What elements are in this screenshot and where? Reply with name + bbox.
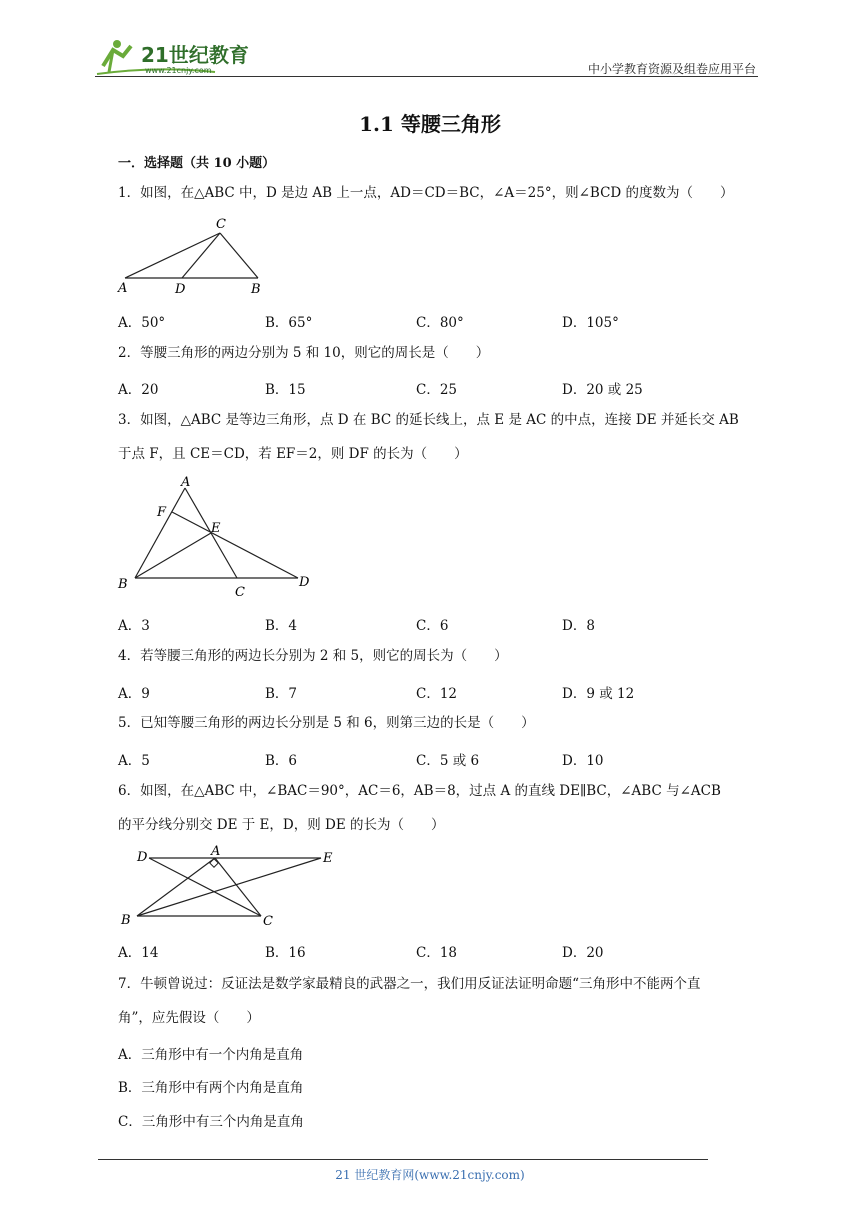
fig6-label-c: C xyxy=(263,914,273,929)
q2-option-c: C．25 xyxy=(416,382,458,398)
q1-option-b: B．65° xyxy=(265,315,313,331)
footer-rule xyxy=(98,1159,708,1160)
question-3-stem-line2: 于点 F，且 CE＝CD，若 EF＝2，则 DF 的长为（ ） xyxy=(118,446,468,462)
question-6-stem-line2: 的平分线分别交 DE 于 E，D，则 DE 的长为（ ） xyxy=(118,817,445,833)
q6-option-b: B．16 xyxy=(265,945,306,961)
question-1-figure xyxy=(115,214,275,298)
q7-option-c: C．三角形中有三个内角是直角 xyxy=(118,1114,304,1130)
q5-option-c: C．5 或 6 xyxy=(416,753,480,769)
q4-option-d: D．9 或 12 xyxy=(562,686,635,702)
fig3-label-c: C xyxy=(235,585,245,600)
q1-option-a: A．50° xyxy=(118,315,166,331)
fig1-label-c: C xyxy=(216,217,226,232)
logo-text: 21世纪教育 xyxy=(141,43,249,67)
fig6-label-b: B xyxy=(121,913,131,928)
question-3-stem-line1: 3．如图，△ABC 是等边三角形，点 D 在 BC 的延长线上，点 E 是 AC 的中点，连接 DE 并延长交 AB xyxy=(118,412,739,428)
fig1-label-b: B xyxy=(251,282,261,297)
fig6-label-e: E xyxy=(323,851,333,866)
q4-option-c: C．12 xyxy=(416,686,458,702)
logo-url: www.21cnjy.com xyxy=(145,66,212,75)
fig3-label-d: D xyxy=(299,575,310,590)
fig3-label-e: E xyxy=(211,521,221,536)
q5-option-b: B．6 xyxy=(265,753,298,769)
q3-option-c: C．6 xyxy=(416,618,449,634)
page-title: 1.1 等腰三角形 xyxy=(359,112,501,136)
q6-option-d: D．20 xyxy=(562,945,604,961)
q5-option-a: A．5 xyxy=(118,753,150,769)
q4-option-a: A．9 xyxy=(118,686,150,702)
fig3-label-b: B xyxy=(118,577,128,592)
question-6-figure xyxy=(115,842,345,932)
q6-option-a: A．14 xyxy=(118,945,159,961)
platform-tagline: 中小学教育资源及组卷应用平台 xyxy=(587,62,756,76)
question-4-stem: 4．若等腰三角形的两边长分别为 2 和 5，则它的周长为（ ） xyxy=(118,648,508,664)
q2-option-a: A．20 xyxy=(118,382,159,398)
site-logo xyxy=(95,36,265,76)
q4-option-b: B．7 xyxy=(265,686,298,702)
fig3-label-a: A xyxy=(181,475,191,490)
q1-option-c: C．80° xyxy=(416,315,464,331)
question-3-figure xyxy=(115,474,315,602)
q2-option-b: B．15 xyxy=(265,382,306,398)
fig1-label-d: D xyxy=(175,282,186,297)
question-1-stem: 1．如图，在△ABC 中，D 是边 AB 上一点，AD＝CD＝BC，∠A＝25°，则∠BCD 的度数为（ ） xyxy=(118,185,734,201)
header-rule xyxy=(95,76,758,77)
fig1-label-a: A xyxy=(118,281,128,296)
question-2-stem: 2．等腰三角形的两边分别为 5 和 10，则它的周长是（ ） xyxy=(118,345,490,361)
q5-option-d: D．10 xyxy=(562,753,604,769)
section-heading: 一．选择题（共 10 小题） xyxy=(118,156,276,171)
question-7-stem-line1: 7．牛顿曾说过：反证法是数学家最精良的武器之一，我们用反证法证明命题“三角形中不能两个直 xyxy=(118,976,701,992)
q6-option-c: C．18 xyxy=(416,945,458,961)
fig3-label-f: F xyxy=(157,505,167,520)
question-5-stem: 5．已知等腰三角形的两边长分别是 5 和 6，则第三边的长是（ ） xyxy=(118,715,535,731)
footer-link[interactable]: 21 世纪教育网(www.21cnjy.com) xyxy=(335,1168,525,1182)
q2-option-d: D．20 或 25 xyxy=(562,382,643,398)
q1-option-d: D．105° xyxy=(562,315,619,331)
q3-option-b: B．4 xyxy=(265,618,298,634)
q7-option-b: B．三角形中有两个内角是直角 xyxy=(118,1080,304,1096)
fig6-label-d: D xyxy=(137,850,148,865)
q3-option-a: A．3 xyxy=(118,618,150,634)
q3-option-d: D．8 xyxy=(562,618,595,634)
question-6-stem-line1: 6．如图，在△ABC 中，∠BAC＝90°，AC＝6，AB＝8，过点 A 的直线 DE∥BC，∠ABC 与∠ACB xyxy=(118,783,721,799)
q7-option-a: A．三角形中有一个内角是直角 xyxy=(118,1047,304,1063)
question-7-stem-line2: 角”，应先假设（ ） xyxy=(118,1010,260,1026)
fig6-label-a: A xyxy=(211,844,221,859)
